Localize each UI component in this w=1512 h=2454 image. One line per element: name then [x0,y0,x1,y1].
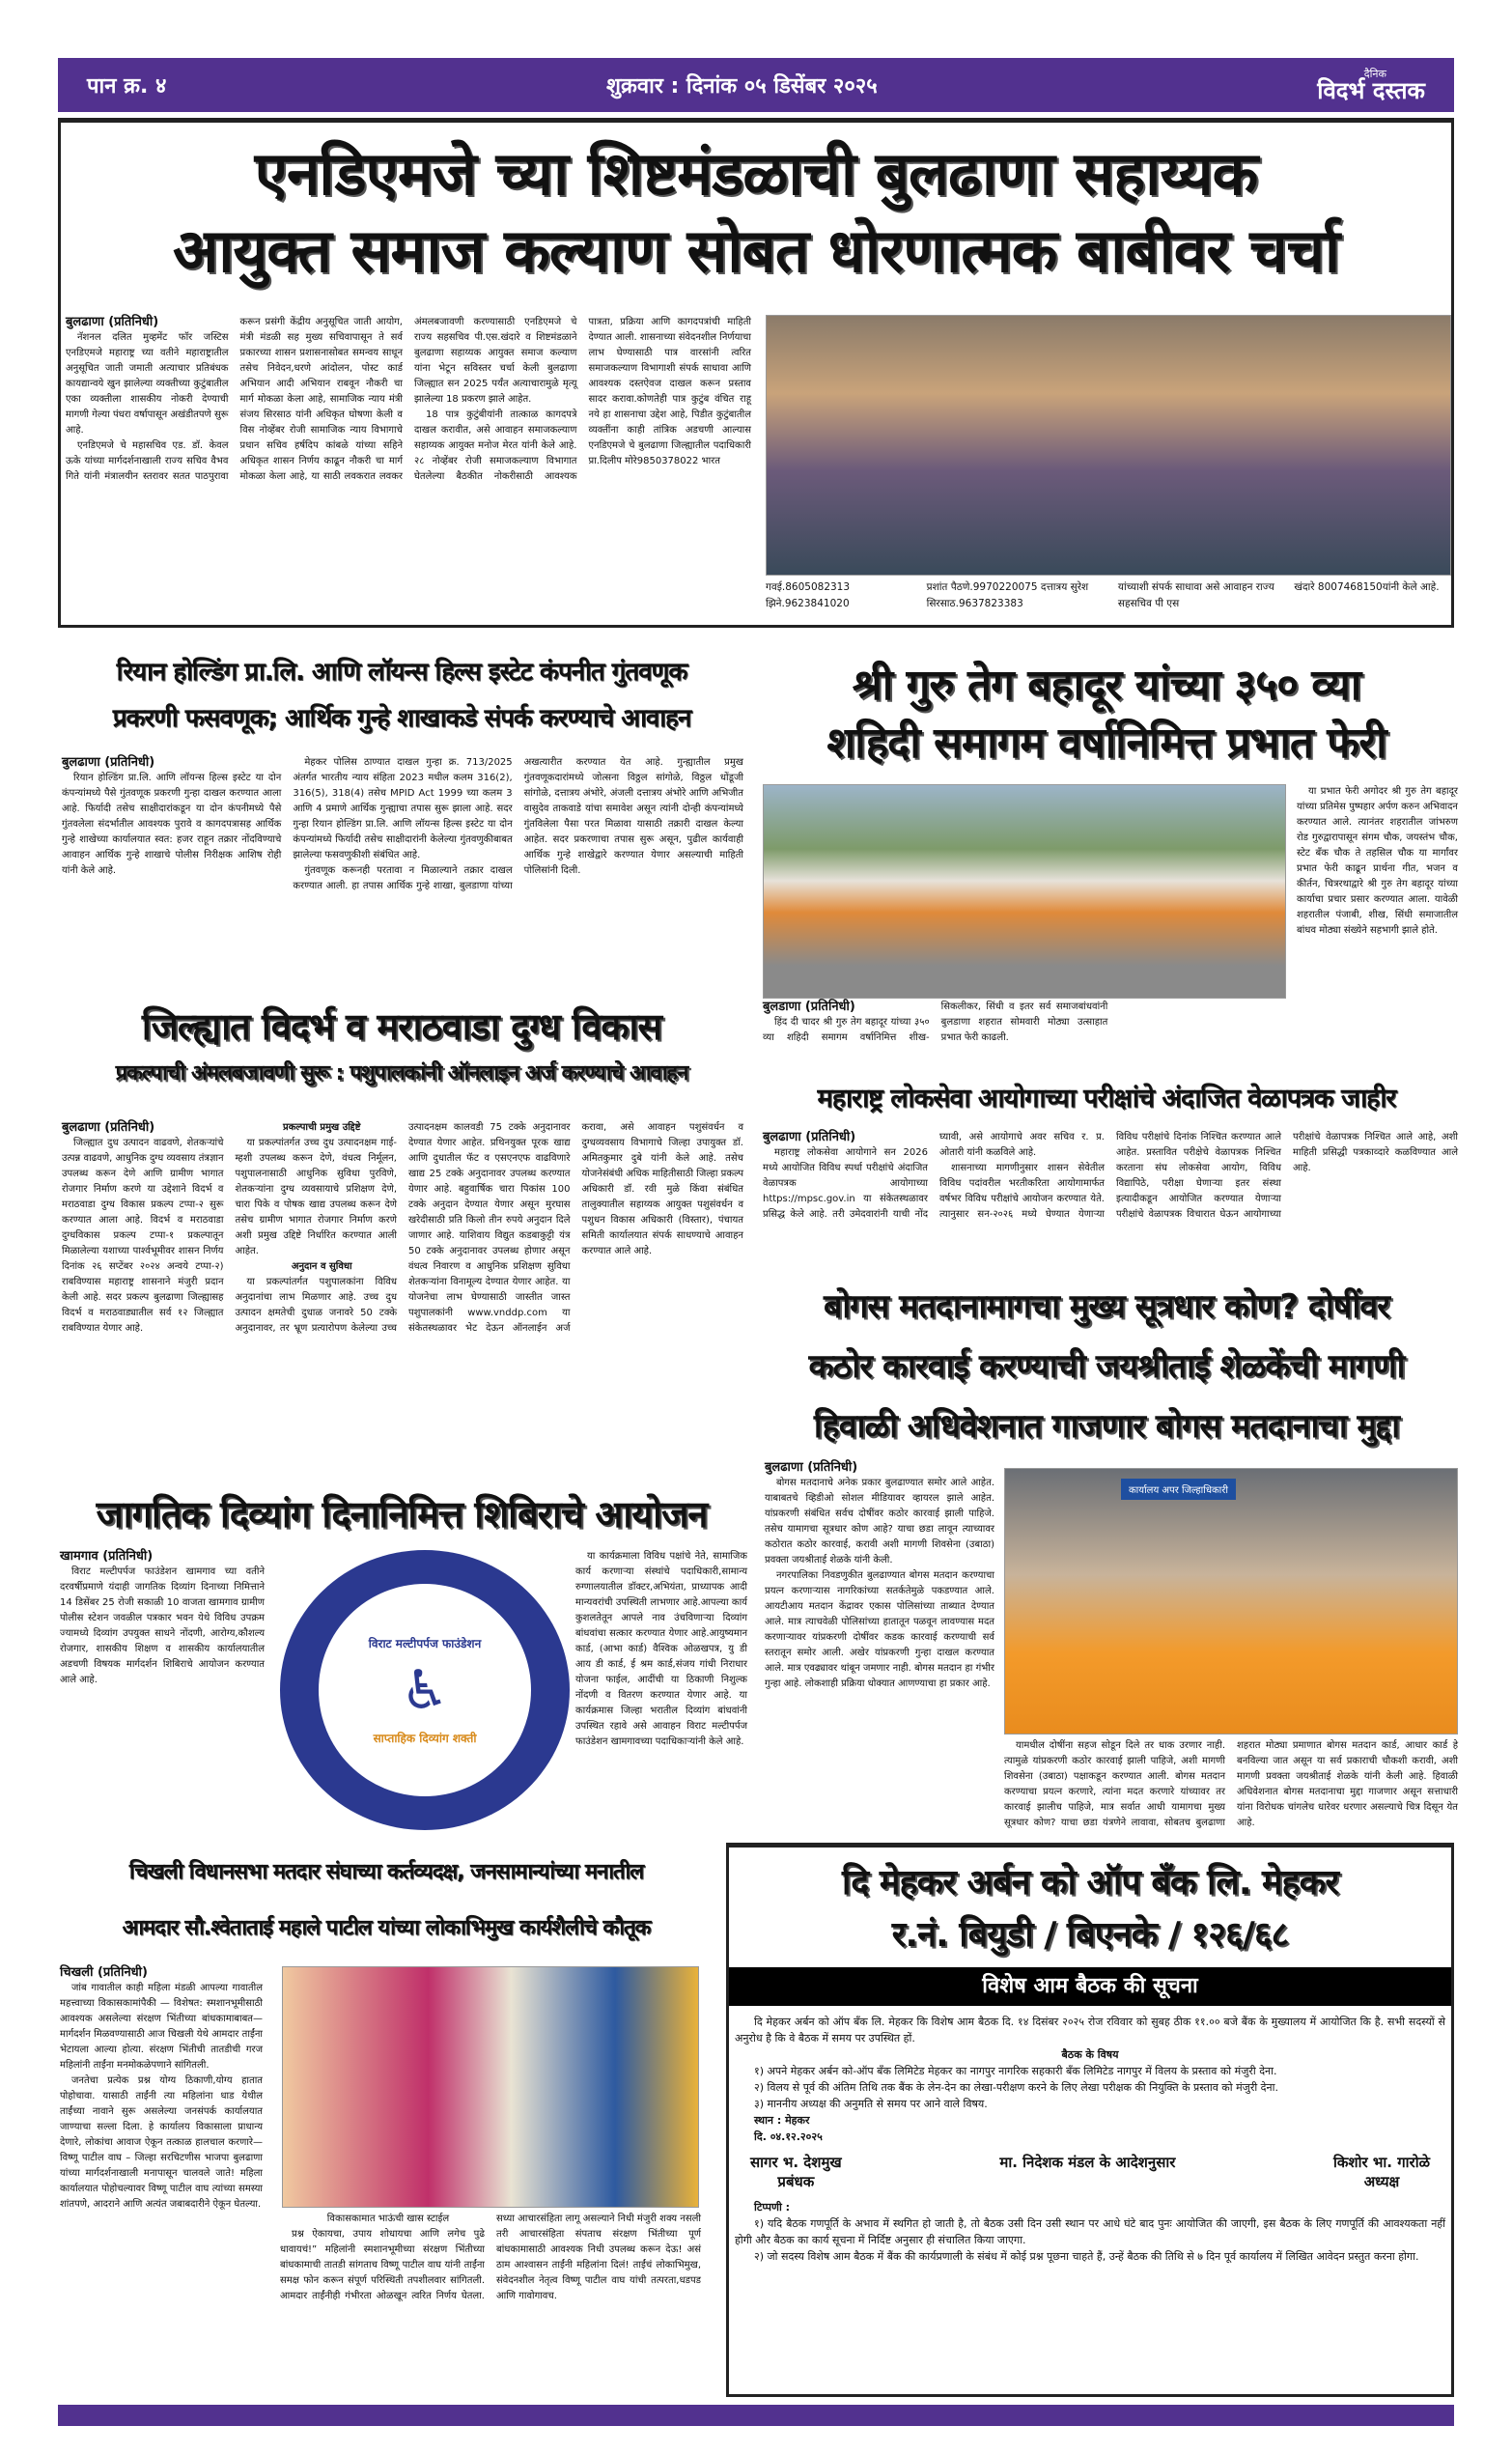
bank-notice [726,1843,1454,2397]
paragraph: हिंद दी चादर श्री गुरु तेग बहादूर यांच्या ३५० व्या शहिदी समागम वर्षानिमित्त शीख-सिकलीकर, सिंधी व इतर सर्व समाजबांधवांनी बुलडाणा शहरात सोमवारी मोठ्या उत्साहात प्रभात फेरी काढली. [763,1001,1108,1043]
divyang-body-right [575,1549,747,1750]
bogus-headline-line1: बोगस मतदानामागचा मुख्य सूत्रधार कोण? दोषींवर [823,1287,1390,1326]
dateline: चिखली (प्रतिनिधी) [60,1965,148,1980]
chairman-name: किशोर भा. गारोळे [1333,2154,1430,2171]
lead-photo-caption [766,579,1447,612]
paragraph: महाराष्ट्र लोकसेवा आयोगाने सन 2026 मध्ये आयोजित विविध स्पर्धा परीक्षांचे अंदाजित वेळापत्रक आयोगाच्या https://mpsc.gov.in या संकेतस्थळावर प्रसिद्ध केले आहे. तरी उमेदवारांनी याची नोंद घ्यावी, असे आयोगाचे अवर सचिव र. प्र. ओतारी यांनी कळविले आहे. [763,1132,1105,1220]
paragraph: एनडिएमजे चे महासचिव एड. डॉ. केवल ऊके यांच्या मार्गदर्शनाखाली राज्य सचिव वैभव गिते यांनी मंत्रालयीन स्तरावर सतत पाठपुरावा करून प्रसंगी केंद्रीय अनुसूचित जाती आयोग, मंत्री मंडळी सह मुख्य सचिवापासून ते सर्व प्रकारच्या शासन प्रशासनासोबत समन्वय साधून तसेच निवेदन,धरणे आंदोलन, पोस्ट कार्ड अभियान आदी अभियान राबवून नौकरी चा मार्ग मोकळा केला आहे, सामाजिक न्याय मंत्री संजय सिरसाठ यांनी अधिकृत घोषणा केली व विस नोव्हेंबर रोजी सामाजिक न्याय विभागाचे प्रधान सचिव हर्षदिप कांबळे यांच्या सहिने अधिकृत शासन निर्णय काढून नौकरी चा मार्ग मोकळा केला आहे, या साठी लवकरात लवकर अंमलबजावणी करण्यासाठी एनडिएमजे चे राज्य सहसचिव पी.एस.खंदारे व शिष्टमंडळाने बुलढाणा सहाय्यक आयुक्त समाज कल्याण यांना भेटून सविस्तर चर्चा केली बुलढाणा जिल्ह्यात सन 2025 पर्यंत अत्याचारामुळे मृत्यू झालेल्या 18 प्रकरण झाले आहेत. [66,317,577,482]
dateline: बुलढाणा (प्रतिनिधी) [763,1130,856,1144]
dudh-body [62,1120,743,1337]
footer-bar [58,2405,1454,2426]
masthead-bar [58,58,1454,112]
paragraph: नॅशनल दलित मुव्हमेंट फॉर जस्टिस एनडिएमजे महाराष्ट्र च्या वतीने महाराष्ट्रातील अनुसूचित जाती जमाती अत्याचार प्रतिबंधक कायद्यान्वये खुन झालेल्या व्यक्तीच्या कुटुंबातील एका व्यक्तीला शासकीय नोकरी देण्याची मागणी गेल्या पंधरा वर्षापासून अखंडीतपणे सुरू आहे. [66,332,229,436]
guru-body-side [1297,784,1458,939]
page-number: पान क्र. ४ [87,74,167,99]
chikhli-headline-line1: चिखली विधानसभा मतदार संघाच्या कर्तव्यदक्ष, जनसामान्यांच्या मनातील [128,1860,644,1884]
chikhli-headline [58,1845,714,1957]
board-order: मा. निदेशक मंडल के आदेशनुसार [999,2154,1176,2171]
subheading: विकासकामात भाऊंची खास स्टाईल [326,2214,450,2224]
dateline: बुलढाणा (प्रतिनिधी) [62,1120,155,1135]
caption-text: यांच्याशी संपर्क साधावा असे आवाहन राज्य सहसचिव पी एस [1117,581,1274,609]
bank-notice-title [729,1857,1451,1961]
newspaper-logo [1317,69,1425,102]
notice-place: स्थान : मेहकर [754,2114,810,2127]
signatory-manager [750,2153,842,2191]
dateline: बुलडाणा (प्रतिनिधी) [763,1000,855,1014]
paragraph: या प्रभात फेरी अगोदर श्री गुरु तेग बहादूर यांच्या प्रतिमेस पुष्पहार अर्पण करुन अभिवादन करण्यात आले. त्यानंतर शहरातील जांभरुण रोड गुरुद्वारापासून संगम चौक, जयस्तंभ चौक, स्टेट बँक चौक ते तहसिल चौक या मार्गांवर प्रभात फेरी काढून प्रार्थना गीत, भजन व कीर्तन, चित्ररथाद्वारे श्री गुरु तेग बहादूर यांच्या कार्याचा प्रचार प्रसार करण्यात आला. यावेळी शहरातील पंजाबी, शीख, सिंधी समाजातील बांधव मोठ्या संख्येने सहभागी झाले होते. [1297,786,1458,936]
paragraph: 18 पात्र कुटुंबीयांनी तात्काळ कागदपत्रे दाखल करावीत, असे आवाहन समाजकल्याण सहाय्यक आयुक्त मनोज मेरत यांनी केले आहे. २८ नोव्हेंबर रोजी समाजकल्याण विभागात घेतलेल्या बैठकीत नोकरीसाठी आवश्यक पात्रता, प्रक्रिया आणि कागदपत्रांची माहिती देण्यात आली. शासनाच्या संवेदनशील निर्णयाचा लाभ घेण्यासाठी पात्र वारसांनी त्वरित समाजकल्याण विभागाशी संपर्क साधावा आणि आवश्यक दस्तऐवज दाखल करून प्रस्ताव सादर करावा.कोणतेही पात्र कुटुंब वंचित राहू नये हा शासनाचा उद्देश आहे, पिडीत कुटुंबातील व्यक्तींना काही तांत्रिक अडचणी आल्यास एनडिएमजे चे बुलढाणा जिल्ह्यातील पदाधिकारी प्रा.दिलीप मोरे9850378022 भारत [414,317,751,482]
rian-headline-line1: रियान होल्डिंग प्रा.लि. आणि लॉयन्स हिल्स इस्टेट कंपनीत गुंतवणूक [116,658,687,687]
caption-text: खंदारे 8007468150यांनी केले आहे. [1294,581,1440,593]
dateline: खामगाव (प्रतिनिधी) [60,1549,154,1564]
bogus-headline-line2: कठोर कारवाई करण्याची जयश्रीताई शेळकेंची मागणी [808,1347,1405,1386]
chikhli-body-left [60,1965,263,2213]
rian-headline-line2: प्रकरणी फसवणूक; आर्थिक गुन्हे शाखाकडे संपर्क करण्याचे आवाहन [112,704,691,733]
agenda-item: २) विलय से पूर्व की अंतिम तिथि तक बैंक के लेन-देन का लेखा-परीक्षण करने के लिए लेखा परीक्षक की नियुक्ति के प्रस्ताव को मंजुरी देना. [754,2081,1278,2094]
logo-small: दैनिक [1363,67,1386,80]
rian-headline [58,649,745,742]
paragraph: यामधील दोषींना सहज सोडून दिले तर धाक उरणार नाही. त्यामुळे यांप्रकरणी कठोर कारवाई झाली पाहिजे, अशी मागणी शिवसेना (उबाठा) पक्षाकडून करण्यात आली. बोगस मतदान करण्याचा प्रयत्न करणारे, त्यांना मदत करणारे यांच्यावर तर कारवाई झालीच पाहिजे, मात्र सर्वात आधी यामागचा मुख्य सूत्रधार कोण? याचा छडा यंत्रणेने लावावा, सोबतच बुलढाणा शहरात मोठ्या प्रमाणात बोगस मतदान कार्ड, आधार कार्ड हे बनविल्या जात असून या सर्व प्रकाराची चौकशी करावी, अशी मागणी प्रवक्ता जयश्रीताई शेळके यांनी केली आहे. हिवाळी अधिवेशनात बोगस मतदानाचा मुद्दा गाजणार असून सत्ताधारी यांना विरोधक चांगलेच धारेवर धरणार असल्याचे चित्र दिसून येत आहे. [1004,1740,1458,1828]
paragraph: गुंतवणूक करूनही परतावा न मिळाल्याने तक्रार दाखल करण्यात आली. हा तपास आर्थिक गुन्हे शाखा, बुलडाणा यांच्या अखत्यारीत करण्यात येत आहे. गुन्ह्यातील प्रमुख गुंतवणूकदारांमध्ये जोत्सना विठ्ठल सांगोळे, विठ्ठल धोंडूजी सांगोळे, दत्तात्रय अंभोरे, अंजली दत्तात्रय अंभोरे आणि अभिजीत वासुदेव ताकवाडे यांचा समावेश असून त्यांनी दोन्ही कंपन्यांमध्ये गुंतविलेला पैसा परत मिळावा यासाठी तक्रारी दाखल केल्या आहेत. सदर प्रकरणाचा तपास सुरू असून, पुढील कार्यवाही आर्थिक गुन्हे शाखेद्वारे करण्यात येणार असल्याची माहिती पोलिसांनी दिली. [293,757,743,891]
mpsc-body [763,1130,1458,1223]
logo-bottom-text: साप्ताहिक दिव्यांग शक्ती [373,1731,477,1745]
bogus-headline [755,1277,1458,1456]
dudh-headline [58,1001,745,1095]
notice-intro: दि मेहकर अर्बन को ऑप बँक लि. मेहकर कि विशेष आम बैठक दि. १४ दिसंबर २०२५ रोज रविवार को सुबह ठीक ११.०० बजे बैंक के मुख्यालय में आयोजित कि है. सभी सदस्यों से अनुरोध है कि वे बैठक में समय पर उपस्थित हों. [735,2016,1445,2045]
paragraph: रियान होल्डिंग प्रा.लि. आणि लॉयन्स हिल्स इस्टेट या दोन कंपन्यांमध्ये पैसे गुंतवणूक प्रकरणी गुन्हा दाखल करण्यात आला आहे. फिर्यादी तसेच साक्षीदारांकडून या दोन कंपनीमध्ये पैसे गुंतवलेला संदर्भातील आवश्यक पुरावे व कागदपत्रासह आर्थिक गुन्हे शाखेच्या कार्यालयात स्वत: हजर राहून तक्रार नोंदविण्याचे आवाहन आर्थिक गुन्हे शाखाचे पोलीस निरीक्षक आशिष रोही यांनी केले आहे. [62,773,282,876]
lead-headline-line1: एनडिएमजे च्या शिष्टमंडळाची बुलढाणा सहाय्यक [254,138,1258,209]
lead-headline-line2: आयुक्त समाज कल्याण सोबत धोरणात्मक बाबीवर चर्चा [172,215,1340,286]
caption-text: प्रशांत पैठणे.9970220075 दत्तात्रय सुरेश सिरसाठ.9637823383 [926,581,1089,609]
signatories [750,2153,1430,2191]
wheelchair-icon: ♿ [400,1658,450,1722]
chikhli-body-right [280,2212,701,2304]
paragraph: बोगस मतदानाचे अनेक प्रकार बुलढाण्यात समोर आले आहेत. याबाबतचे व्हिडीओ सोशल मीडियावर व्हायरल झाले आहेत. यांप्रकरणी संबंधित सर्वच दोषींवर कठोर कारवाई झाली पाहिजे. तसेच यामागचा सूत्रधार कोण आहे? याचा छडा लावून त्याच्यावर कठोरात कठोर कारवाई, करावी अशी मागणी शिवसेना (उबाठा) प्रवक्ता जयश्रीताई शेळके यांनी केली. [765,1478,994,1565]
divyang-headline: जागतिक दिव्यांग दिनानिमित्त शिबिराचे आयोजन [96,1493,708,1536]
guru-headline-line2: शहिदी समागम वर्षानिमित्त प्रभात फेरी [826,719,1386,768]
guru-headline [755,657,1458,773]
bogus-body-left [765,1460,994,1692]
lead-body [66,315,751,485]
chikhli-photo [282,1966,699,2208]
paragraph: या कार्यक्रमाला विविध पक्षांचे नेते, सामाजिक कार्य करणाऱ्या संस्थांचे पदाधिकारी,सामान्य रुग्णालयातील डॉक्टर,अभियंता, प्राध्यापक आदी मान्यवरांची उपस्थिती लाभणार आहे.आपल्या कार्य कुशलतेतून आपले नाव उंचविणाऱ्या दिव्यांग बांधवांचा सत्कार करण्यात येणार आहे.आयुष्यमान कार्ड, (आभा कार्ड) वैश्विक ओळखपत्र, यु डी आय डी कार्ड, ई श्रम कार्ड,संजय गांधी निराधार योजना फाईल, आदींची या ठिकाणी निशुल्क नोंदणी व वितरण करण्यात येणार आहे. या कार्यक्रमास जिल्हा भरातील दिव्यांग बांधवांनी उपस्थित रहावे असे आवाहन विराट मल्टीपर्पज फाउंडेशन खामगावच्या पदाधिकाऱ्यांनी केले आहे. [575,1551,747,1747]
paragraph: या प्रकल्पांतर्गत पशुपालकांना विविध अनुदानांचा लाभ मिळणार आहे. उच्च दुध उत्पादन क्षमतेची दुधाळ जनावरे 50 टक्के अनुदानावर, तर भ्रूण प्रत्यारोपण केलेल्या उच्च उत्पादनक्षम कालवडी 75 टक्के अनुदानावर देण्यात येणार आहेत. प्रथिनयुक्त पूरक खाद्य आणि दुधातील फॅट व एसएनएफ वाढविणारे खाद्य 25 टक्के अनुदानावर उपलब्ध करण्यात येणार आहे. बहुवार्षिक चारा पिकांस 100 टक्के अनुदान देण्यात येणार असून मुरघास खरेदीसाठी प्रति किलो तीन रुपये अनुदान दिले जाणार आहे. याशिवाय विद्युत कडबाकुट्टी यंत्र 50 टक्के अनुदानावर उपलब्ध होणार असून वंधत्व निवारण व आधुनिक प्रशिक्षण सुविधा शेतकऱ्यांना विनामूल्य देण्यात येणार आहेत. या योजनेचा लाभ घेण्यासाठी जास्तीत जास्त पशुपालकांनी www.vnddp.com या संकेतस्थळावर भेट देऊन ऑनलाईन अर्ज करावा, असे आवाहन पशुसंवर्धन व दुग्धव्यवसाय विभागाचे जिल्हा उपायुक्त डॉ. अमितकुमार दुबे यांनी केले आहे. तसेच योजनेसंबंधी अधिक माहितीसाठी जिल्हा प्रकल्प अधिकारी डॉ. रवी मुळे किंवा संबंधित तालुक्यातील सहाय्यक आयुक्त पशुसंवर्धन व पशुधन विकास अधिकारी (विस्तार), पंचायत समिती कार्यालयात संपर्क साधण्याचे आवाहन करण्यात आले आहे. [235,1122,743,1334]
manager-name: सागर भ. देशमुख [750,2154,842,2171]
logo-top-text: विराट मल्टीपर्पज फाउंडेशन [368,1636,482,1650]
dateline: बुलढाणा (प्रतिनिधी) [62,755,155,770]
issue-date: शुक्रवार : दिनांक ०५ डिसेंबर २०२५ [606,74,878,99]
chairman-role: अध्यक्ष [1363,2173,1400,2190]
paragraph: जनतेचा प्रत्येक प्रश्न योग्य ठिकाणी,योग्य हातात पोहोचावा. यासाठी ताईंनी त्या महिलांना धाड येथील ताईंच्या नावाने सुरू असलेल्या जनसंपर्क कार्यालयात जाण्याचा सल्ला दिला. हे कार्यालय विकासाला प्राधान्य देणारे, लोकांचा आवाज ऐकून तत्काळ हालचाल करणारे—विष्णू पाटील वाघ – जिल्हा सरचिटणीस भाजपा बुलढाणा यांच्या मार्गदर्शनाखाली मनापासून चालवले जाते! महिला कार्यालयात पोहोचल्यावर विष्णू पाटील वाघ त्यांच्या समस्या शांतपणे, आदराने आणि अत्यंत जबाबदारीने ऐकून घेतल्या. [60,2075,263,2210]
paragraph: शासनाच्या मागणीनुसार शासन सेवेतील विविध पदांवरील भरतीकरिता आयोगामार्फत वर्षभर विविध परीक्षांचे आयोजन करण्यात येते. त्यानुसार सन-२०२६ मध्ये घेण्यात येणाऱ्या विविध परीक्षांचे दिनांक निश्चित करण्यात आले आहेत. प्रस्तावित परीक्षेचे वेळापत्रक निश्चित करताना संघ लोकसेवा आयोग, विविध विद्यापिठे, परीक्षा घेणाऱ्या इतर संस्था इत्यादीकडून आयोजित करण्यात येणाऱ्या परीक्षांचे वेळापत्रक विचारात घेऊन आयोगाच्या परीक्षांचे वेळापत्रक निश्चित आले आहे, अशी माहिती प्रसिद्धी पत्रकाव्दारे कळविण्यात आले आहे. [939,1132,1458,1220]
subheading: अनुदान व सुविधा [291,1261,352,1272]
registration-number: र.नं. बियुडी / बिएनके / १२६/६८ [891,1915,1289,1955]
dateline: बुलढाणा (प्रतिनिधी) [66,315,159,329]
manager-role: प्रबंधक [777,2173,815,2190]
dudh-headline-line2: प्रकल्पाची अंमलबजावणी सुरू : पशुपालकांनी ऑनलाइन अर्ज करण्याचे आवाहन [115,1061,688,1086]
divyang-body-left [60,1549,265,1688]
guru-headline-line1: श्री गुरु तेग बहादूर यांच्या ३५० व्या [852,661,1361,710]
note-item: १) यदि बैठक गणपूर्ति के अभाव में स्थगित हो जाती है, तो बैठक उसी दिन उसी स्थान पर आधे घंटे बाद पुनः आयोजित की जाएगी, इस बैठक के लिए गणपूर्ति की आवश्यकता नहीं होगी और बैठक का कार्य सूचना में निर्दिष्ट अनुसार ही संचालित किया जाएगा. [735,2217,1445,2246]
bank-name: दि मेहकर अर्बन को ऑप बँक लि. मेहकर [841,1863,1339,1903]
bogus-photo [1004,1468,1458,1735]
paragraph: जांब गावातील काही महिला मंडळी आपल्या गावातील महत्त्वाच्या विकासकामांपैकी — विशेषत: स्मशानभूमीसाठी आवश्यक असलेल्या संरक्षण भिंतीच्या बांधकामाबाबत— मार्गदर्शन मिळवण्यासाठी आज चिखली येथे आमदार ताईंना भेटायला आल्या होत्या. संरक्षण भिंतीची तातडीची गरज महिलांनी ताईंना मनमोकळेपणाने सांगितली. [60,1983,263,2071]
dateline: बुलढाणा (प्रतिनिधी) [765,1460,858,1475]
paragraph: प्रश्न ऐकायचा, उपाय शोधायचा आणि लगेच पुढे धावायचं!” महिलांनी स्मशानभूमीच्या संरक्षण भिंतीच्या बांधकामाची तातडी सांगताच विष्णू पाटील वाघ यांनी ताईंना समक्ष फोन करून संपूर्ण परिस्थिती तपशीलवार सांगितली. आमदार ताईंनीही गंभीरता ओळखून त्वरित निर्णय घेतला. सध्या आचारसंहिता लागू असल्याने निधी मंजुरी शक्य नसली तरी आचारसंहिता संपताच संरक्षण भिंतीच्या पूर्ण बांधकामासाठी आवश्यक निधी उपलब्ध करून देऊ! असं ठाम आश्वासन ताईंनी महिलांना दिलं! ताईंचं लोकाभिमुख, संवेदनशील नेतृत्व विष्णू पाटील वाघ यांची तत्परता,धडपड आणि गावोगावच. [280,2214,701,2301]
notice-banner: विशेष आम बैठक की सूचना [729,1967,1451,2006]
office-sign: कार्यालय अपर जिल्हाधिकारी [1121,1479,1236,1500]
guru-body [763,1000,1286,1046]
subheading: प्रकल्पाची प्रमुख उद्दिष्टे [283,1122,361,1133]
foundation-logo [280,1550,570,1830]
agenda-title: बैठक के विषय [1061,2048,1119,2061]
guru-photo [763,784,1286,999]
mpsc-headline: महाराष्ट्र लोकसेवा आयोगाच्या परीक्षांचे अंदाजित वेळापत्रक जाहीर [817,1084,1396,1114]
paragraph: जिल्ह्यात दुध उत्पादन वाढवणे, शेतकऱ्यांचे उत्पन्न वाढवणे, आधुनिक दुग्ध व्यवसाय तंत्रज्ञान उपलब्ध करून देणे आणि ग्रामीण भागात रोजगार निर्माण करणे या उद्देशाने विदर्भ व मराठवाडा दुग्ध विकास प्रकल्प टप्पा-२ सुरू करण्यात आला आहे. विदर्भ व मराठवाडा दुग्धविकास प्रकल्प टप्पा-१ प्रकल्पातून मिळालेल्या यशाच्या पार्श्वभूमीवर शासन निर्णय दिनांक २६ सप्टेंबर २०२४ अन्वये टप्पा-२) राबविण्यास महाराष्ट्र शासनाने मंजुरी प्रदान केली आहे. सदर प्रकल्प बुलढाणा जिल्ह्यासह विदर्भ व मराठवाड्यातील सर्व १२ जिल्ह्यात राबविण्यात येणार आहे. [62,1138,224,1334]
paragraph: नगरपालिका निवडणुकीत बुलढाण्यात बोगस मतदान करण्याचा प्रयत्न करणाऱ्यास नागरिकांच्या सतर्कतेमुळे पकडण्यात आले. आयटीआय मतदान केंद्रावर एकास पोलिसांच्या ताब्यात देण्यात आले. मात्र त्याचवेळी पोलिसांच्या हातातून पळवून लावण्यास मदत करणाऱ्यावर यांप्रकरणी दोषींवर कडक कारवाई करण्याची सर्व स्तरातून समोर आली. अखेर यांप्रकरणी गुन्हा दाखल करण्यात आले. मात्र एवढ्यावर थांबून जमणार नाही. बोगस मतदान हा गंभीर गुन्हा आहे. लोकशाही प्रक्रिया धोक्यात आणण्याचा हा प्रकार आहे. [765,1570,994,1689]
paragraph: विराट मल्टीपर्पज फाउंडेशन खामगाव च्या वतीने दरवर्षीप्रमाणे यंदाही जागतिक दिव्यांग दिनाच्या निमित्ताने 14 डिसेंबर 25 रोजी सकाळी 10 वाजता खामगाव ग्रामीण पोलीस स्टेशन जवळील पत्रकार भवन येथे विविध उपक्रम ज्यामध्ये दिव्यांग उपयुक्त साधने नोंदणी, आरोग्य,कौशल्य रोजगार, शासकीय शिक्षण व शासकीय कार्यालयातील अडचणी विषयक मार्गदर्शन शिबिराचे आयोजन करण्यात आले आहे. [60,1566,265,1685]
rian-body [62,755,743,894]
agenda-item: १) अपने मेहकर अर्बन को-ऑप बँक लिमिटेड मेहकर का नागपुर नागरिक सहकारी बँक लिमिटेड नागपुर में विलय के प्रस्ताव को मंजुरी देना. [754,2065,1277,2077]
lead-headline [68,135,1444,290]
dudh-headline-line1: जिल्ह्यात विदर्भ व मराठवाडा दुग्ध विकास [141,1005,662,1048]
note-item: २) जो सदस्य विशेष आम बैठक में बैंक की कार्यप्रणाली के संबंध में कोई प्रश्न पूछना चाहते हैं, उन्हें बैठक की तिथि से ७ दिन पूर्व कार्यालय में लिखित आवेदन प्रस्तुत करना होगा. [754,2250,1419,2263]
paragraph: या प्रकल्पांतर्गत उच्च दुध उत्पादनक्षम गाई-म्हशी उपलब्ध करून देणे, वंधत्व निर्मूलन, पशुपालनासाठी आधुनिक सुविधा पुरविणे, शेतकऱ्यांना दुग्ध व्यवसायाचे प्रशिक्षण देणे, चारा पिके व पोषक खाद्य उपलब्ध करून देणे तसेच ग्रामीण भागात रोजगार निर्माण करणे अशी प्रमुख उद्दिष्टे निर्धारित करण्यात आली आहेत. [235,1138,397,1256]
paragraph: मेहकर पोलिस ठाण्यात दाखल गुन्हा क्र. 713/2025 अंतर्गत भारतीय न्याय संहिता 2023 मधील कलम 316(2), 316(5), 318(4) तसेच MPID Act 1999 च्या कलम 3 आणि 4 प्रमाणे आर्थिक गुन्ह्याचा तपास सुरू झाला आहे. सदर गुन्हा रियान होल्डिंग प्रा.लि. आणि लॉयन्स हिल्स इस्टेट या दोन कंपन्यांमध्ये फिर्यादी तसेच साक्षीदारांनी केलेल्या गुंतवणुकीबाबत झालेल्या फसवणुकीशी संबंधित आहे. [293,757,513,860]
notice-date: दि. ०४.१२.२०२५ [754,2130,823,2143]
logo-name: विदर्भ दस्तक [1317,76,1425,104]
bogus-headline-line3: हिवाळी अधिवेशनात गाजणार बोगस मतदानाचा मुद्दा [813,1407,1400,1446]
bogus-body-right [1004,1738,1458,1831]
agenda-item: ३) माननीय अध्यक्ष की अनुमति से समय पर आने वाले विषय. [754,2098,988,2110]
notes-title: टिप्पणी : [754,2201,791,2214]
lead-photo [766,315,1451,576]
signatory-chairman [1333,2153,1430,2191]
caption-text: गवई.8605082313 झिने.9623841020 [766,581,851,609]
chikhli-headline-line2: आमदार सौ.श्वेताताई महाले पाटील यांच्या लोकाभिमुख कार्यशैलीचे कौतूक [122,1916,651,1940]
